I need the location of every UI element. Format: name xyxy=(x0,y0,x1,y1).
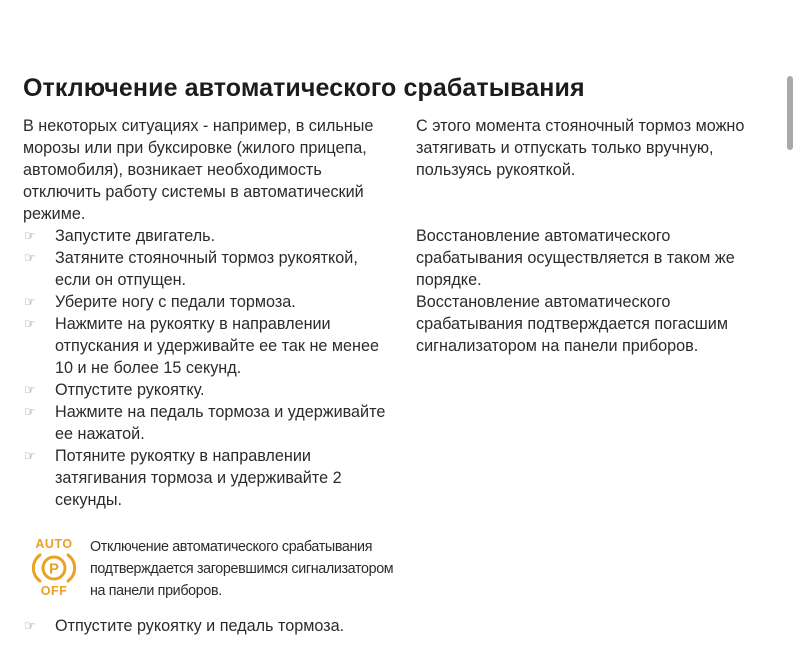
step-text: Запустите двигатель. xyxy=(55,227,216,245)
final-steps-list xyxy=(23,615,403,637)
step-text: Нажмите на педаль тормоза и удерживайте ее нажатой. xyxy=(55,403,386,443)
pointing-hand-icon: ☞ xyxy=(24,382,36,397)
vertical-scrollbar-thumb[interactable] xyxy=(787,76,793,150)
step-text: Уберите ногу с педали тормоза. xyxy=(55,293,296,311)
restore-block xyxy=(416,225,776,357)
manual-mode-paragraph: С этого момента стояночный тормоз можно затягивать и отпускать только вручную, пользуясь рукояткой. xyxy=(416,117,745,179)
pointing-hand-icon: ☞ xyxy=(24,404,36,419)
intro-paragraph: В некоторых ситуациях - например, в сильные морозы или при буксировке (жилого прицепа, автомобиля), возникает необходимость отключить работу системы в автоматический режиме. xyxy=(23,117,374,223)
step-text: Потяните рукоятку в направлении затягивания тормоза и удерживайте 2 секунды. xyxy=(55,447,342,509)
list-item xyxy=(23,291,393,313)
list-item xyxy=(23,445,393,511)
parking-brake-icon xyxy=(31,551,77,585)
restore-confirmation-paragraph: Восстановление автоматического срабатывания подтверждается погасшим сигнализатором на панели приборов. xyxy=(416,293,728,355)
off-label: OFF xyxy=(40,584,68,598)
list-item xyxy=(23,615,403,637)
restore-procedure-paragraph: Восстановление автоматического срабатывания осуществляется в таком же порядке. xyxy=(416,227,735,289)
pointing-hand-icon: ☞ xyxy=(24,316,36,331)
step-text: Отпустите рукоятку и педаль тормоза. xyxy=(55,617,345,635)
left-column xyxy=(23,115,393,511)
step-text: Отпустите рукоятку. xyxy=(55,381,205,399)
step-text: Нажмите на рукоятку в направлении отпускания и удерживайте ее так не менее 10 и не более 15 секунд. xyxy=(55,315,379,377)
steps-list xyxy=(23,225,393,511)
list-item xyxy=(23,401,393,445)
pointing-hand-icon: ☞ xyxy=(24,294,36,309)
svg-text:P: P xyxy=(48,560,60,578)
auto-p-off-warning-icon xyxy=(30,538,78,600)
list-item xyxy=(23,225,393,247)
pointing-hand-icon: ☞ xyxy=(24,250,36,265)
right-column xyxy=(416,115,776,357)
auto-label: AUTO xyxy=(35,537,73,551)
page-title: Отключение автоматического срабатывания xyxy=(23,74,585,102)
final-step xyxy=(23,615,403,637)
pointing-hand-icon: ☞ xyxy=(24,228,36,243)
pointing-hand-icon: ☞ xyxy=(24,448,36,463)
note-text: Отключение автоматического срабатывания подтверждается загоревшимся сигнализатором на панели приборов. xyxy=(90,539,394,599)
list-item xyxy=(23,379,393,401)
pointing-hand-icon: ☞ xyxy=(24,618,36,633)
step-text: Затяните стояночный тормоз рукояткой, если он отпущен. xyxy=(55,249,358,289)
list-item xyxy=(23,313,393,379)
warning-note xyxy=(30,536,410,600)
list-item xyxy=(23,247,393,291)
